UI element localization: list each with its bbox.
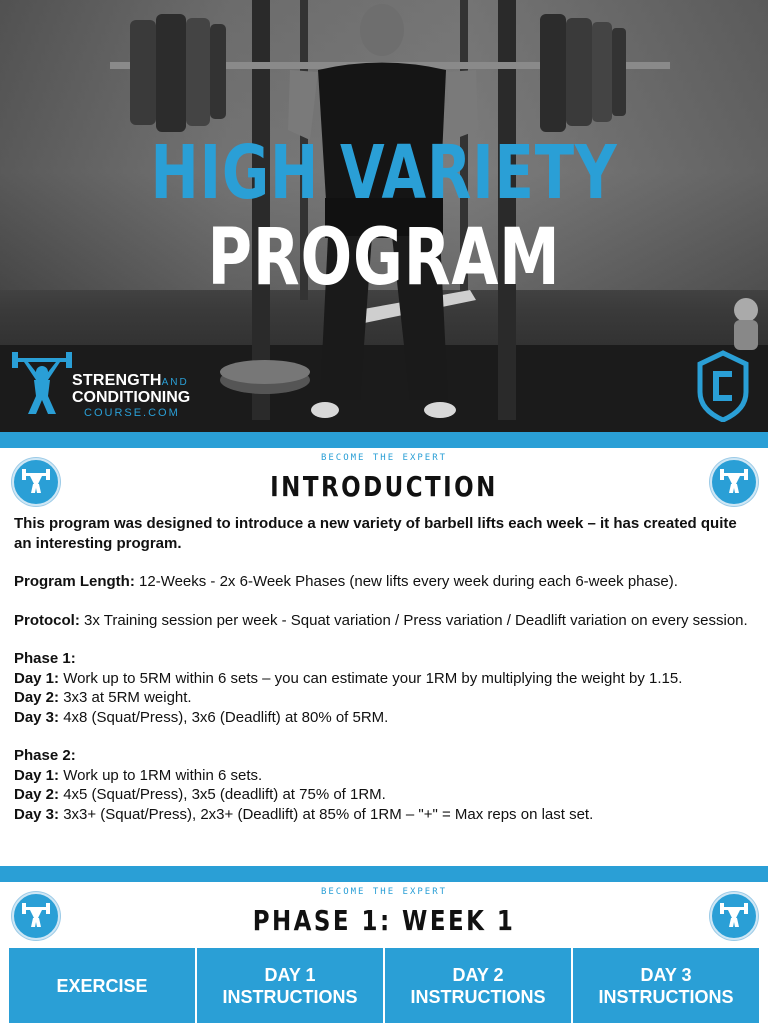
intro-kicker: BECOME THE EXPERT <box>320 453 448 463</box>
hero-title-line1: HIGH VARIETY <box>150 130 618 216</box>
phase2-heading: Phase 2: <box>14 747 76 764</box>
brand-line1: STRENGTHAND <box>72 372 189 389</box>
brand-line3: COURSE.COM <box>84 407 180 419</box>
brand-line2: CONDITIONING <box>72 389 191 406</box>
intro-body <box>0 514 768 866</box>
week1-header <box>0 882 768 948</box>
phase2-day3: Day 3: 3x3+ (Squat/Press), 2x3+ (Deadlift) at 85% of 1RM – "+" = Max reps on last set. <box>14 805 594 823</box>
week1-kicker: BECOME THE EXPERT <box>320 887 448 897</box>
column-header-day2: DAY 2 INSTRUCTIONS <box>385 948 573 1023</box>
phase1-heading: Phase 1: <box>14 650 76 667</box>
phase1-day1: Day 1: Work up to 5RM within 6 sets – you can estimate your 1RM by multiplying the weight by 1.15. <box>14 669 683 687</box>
weightlifter-badge-icon <box>12 458 60 506</box>
phase2-day2: Day 2: 4x5 (Squat/Press), 3x5 (deadlift) at 75% of 1RM. <box>14 786 386 803</box>
brand-logo <box>12 352 212 422</box>
program-length: Program Length: 12-Weeks - 2x 6-Week Phases (new lifts every week during each 6-week phase). <box>14 573 678 590</box>
column-header-day3: DAY 3 INSTRUCTIONS <box>573 948 759 1023</box>
weightlifter-badge-icon <box>710 892 758 940</box>
weightlifter-icon <box>12 352 72 418</box>
protocol: Protocol: 3x Training session per week - Squat variation / Press variation / Deadlift variation on every session. <box>14 611 748 629</box>
weightlifter-badge-icon <box>710 458 758 506</box>
week1-title: PHASE 1: WEEK 1 <box>252 904 516 937</box>
column-header-exercise: EXERCISE <box>9 948 197 1023</box>
hero-banner <box>0 0 768 432</box>
intro-title: INTRODUCTION <box>270 470 498 503</box>
phase2-day1: Day 1: Work up to 1RM within 6 sets. <box>14 766 263 784</box>
phase1-day2: Day 2: 3x3 at 5RM weight. <box>14 689 192 706</box>
divider-stripe <box>0 432 768 448</box>
phase1-day3: Day 3: 4x8 (Squat/Press), 3x6 (Deadlift) at 80% of 5RM. <box>14 708 389 726</box>
hero-title-line2: PROGRAM <box>207 213 561 303</box>
weightlifter-badge-icon <box>12 892 60 940</box>
column-header-day1: DAY 1 INSTRUCTIONS <box>197 948 385 1023</box>
divider-stripe <box>0 866 768 882</box>
shield-logo-icon <box>696 350 750 422</box>
intro-lead: This program was designed to introduce a new variety of barbell lifts each week – it has created quite an interesting program. <box>14 515 737 552</box>
week1-table-header <box>9 948 759 1023</box>
intro-header <box>0 448 768 514</box>
